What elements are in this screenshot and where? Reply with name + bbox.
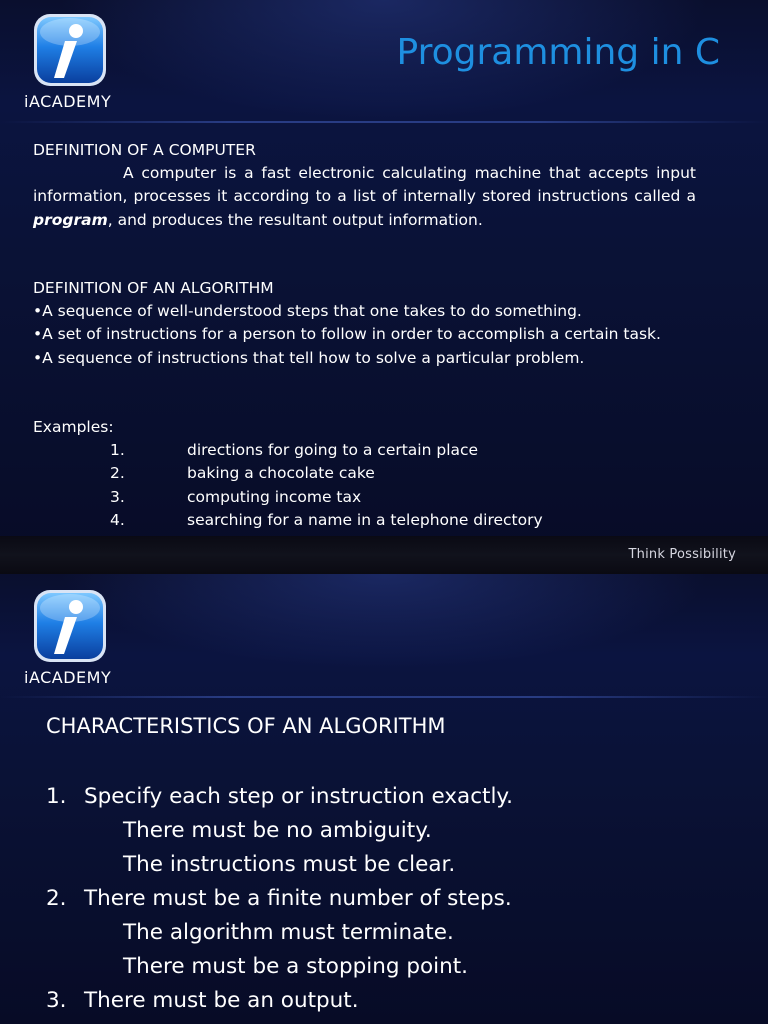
example-number: 2. bbox=[110, 464, 125, 483]
list-item bbox=[33, 462, 696, 485]
bullet-mark: • bbox=[33, 348, 43, 367]
bullet-text: A sequence of well-understood steps that one takes to do something. bbox=[42, 302, 582, 321]
list-item bbox=[33, 300, 696, 323]
section-heading: DEFINITION OF AN ALGORITHM bbox=[33, 279, 274, 297]
computer-definition-paragraph bbox=[33, 162, 696, 232]
example-text: searching for a name in a telephone directory bbox=[187, 510, 543, 529]
page-title: Programming in C bbox=[396, 32, 720, 73]
bullet-mark: • bbox=[33, 325, 43, 344]
definition-text-end: , and produces the resultant output information. bbox=[107, 210, 483, 229]
item-number: 2. bbox=[46, 886, 67, 911]
list-item bbox=[33, 347, 696, 370]
example-number: 3. bbox=[110, 487, 125, 506]
list-item bbox=[46, 984, 513, 1018]
list-item bbox=[33, 439, 696, 462]
bullet-text: A sequence of instructions that tell how to solve a particular problem. bbox=[42, 348, 585, 367]
list-subitem: The instructions must be clear. bbox=[123, 852, 456, 877]
example-text: computing income tax bbox=[187, 487, 362, 506]
definition-text-start: A computer is a fast electronic calculating machine that accepts input information, processes it according to a list of internally stored instructions called a bbox=[33, 164, 696, 206]
example-number: 4. bbox=[110, 510, 125, 529]
computer-definition-section bbox=[33, 139, 696, 232]
list-subitem: There must be no ambiguity. bbox=[123, 818, 432, 843]
example-number: 1. bbox=[110, 441, 125, 460]
example-text: directions for going to a certain place bbox=[187, 441, 479, 460]
list-item bbox=[33, 486, 696, 509]
item-number: 1. bbox=[46, 784, 67, 809]
bullet-mark: • bbox=[33, 302, 43, 321]
characteristics-list bbox=[46, 780, 513, 1018]
definition-emphasis: program bbox=[33, 210, 108, 229]
footer-band bbox=[0, 536, 768, 574]
bullet-text: A set of instructions for a person to follow in order to accomplish a certain task. bbox=[42, 325, 661, 344]
list-item bbox=[33, 323, 696, 346]
example-text: baking a chocolate cake bbox=[187, 464, 375, 483]
iacademy-logo-icon bbox=[32, 12, 108, 88]
list-item bbox=[33, 509, 696, 532]
brand-label: iACADEMY bbox=[24, 668, 112, 687]
item-text: Specify each step or instruction exactly. bbox=[84, 784, 513, 809]
item-text: There must be a finite number of steps. bbox=[84, 886, 512, 911]
item-number: 3. bbox=[46, 988, 67, 1013]
list-subitem: The algorithm must terminate. bbox=[123, 920, 454, 945]
header-divider bbox=[0, 696, 768, 698]
iacademy-logo-icon bbox=[32, 588, 108, 664]
examples-heading: Examples: bbox=[33, 418, 114, 436]
list-subitem: There must be a stopping point. bbox=[123, 954, 468, 979]
list-item bbox=[46, 780, 513, 814]
characteristics-heading: CHARACTERISTICS OF AN ALGORITHM bbox=[46, 714, 446, 738]
header-divider bbox=[0, 121, 768, 123]
list-item bbox=[46, 882, 513, 916]
brand-label: iACADEMY bbox=[24, 92, 112, 111]
section-heading: DEFINITION OF A COMPUTER bbox=[33, 141, 256, 159]
footer-tagline: Think Possibility bbox=[628, 547, 736, 562]
examples-section bbox=[33, 416, 696, 532]
item-text: There must be an output. bbox=[84, 988, 359, 1013]
algorithm-definition-section bbox=[33, 277, 696, 370]
slide-2 bbox=[0, 574, 768, 1024]
